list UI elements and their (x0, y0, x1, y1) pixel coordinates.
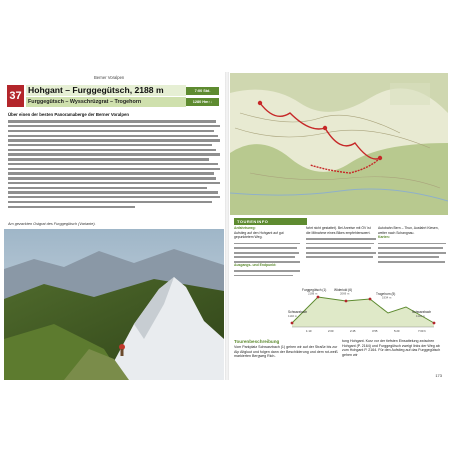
tour-title: Hohgant – Furggegütsch, 2188 m (26, 85, 186, 96)
tour-subtitle: Furggegütsch – Wysschrüzgrat – Trogehorn (26, 97, 186, 107)
ascent-badge: 1280 Hm↑↓ (186, 98, 219, 106)
profile-label-5: Schwarzbach (412, 310, 432, 314)
profile-elev-2: 2069 m (340, 291, 350, 296)
topographic-map (230, 73, 448, 215)
info-column-a-text: Aufstieg auf den Hohgant auf gut gepunktetem Weg. (234, 230, 284, 240)
body-text-block (8, 118, 220, 228)
page-gutter (225, 72, 229, 380)
info-column-a (234, 226, 300, 276)
tour-info-heading: TOURENINFO (234, 218, 307, 225)
profile-elev-5: 1140 m (416, 314, 426, 318)
profile-tick-4: 3:55 (372, 329, 378, 333)
approach-label: Anfahrtsweg: (234, 226, 256, 230)
duration-badge: 7:00 Std. (186, 87, 219, 95)
profile-label-3: Trogehorn (5) (376, 292, 396, 296)
profile-tick-6: 7:00 h (418, 329, 426, 333)
tour-number: 37 (7, 85, 24, 107)
maps-label: Karten: (378, 235, 390, 240)
left-page (4, 72, 224, 380)
start-label: Ausgangs- und Endpunkt: (234, 262, 277, 267)
profile-tick-5: 5:20 (394, 329, 400, 333)
right-page (230, 72, 448, 380)
profile-label-1: Furggegütsch (1) (302, 288, 327, 292)
mountain-photo (4, 229, 224, 380)
running-head-left: Berner Voralpen (94, 75, 125, 80)
elevation-profile (288, 283, 438, 335)
info-column-c (378, 226, 446, 263)
info-column-c-text: Autobahn Bern – Thun, Ausfahrt Kiesen, weiter nach Schangnau. (378, 226, 439, 235)
route-description-text-continued: tung Hohgant. Kurz vor der tiefsten Einsattelung zwischen Hohgant (P. 2164) und Furggegütsch zweigt links der Weg ab zum Hohgant P. 2164. Für den Aufstieg auf das Furggegütsch gehen wir (342, 339, 441, 358)
page-number: 173 (435, 373, 442, 378)
profile-label-2: Wideriold (6) (334, 288, 353, 292)
profile-label-4: Schwarzbach (288, 310, 308, 314)
profile-tick-3: 2:45 (350, 329, 356, 333)
photo-caption: Am gezackten Ostgrat des Furggegütsch (Variante). (8, 222, 96, 226)
route-description-text: Vom Parkplatz Schwarzbach (1) gehen wir auf der Straße bis zur Alp Altgluut und folgen dann der Beschilderung und dem rot-weiß markierten Bergweg Rich- (234, 345, 338, 359)
info-column-b (306, 226, 376, 258)
profile-tick-1: 1:10 (306, 329, 312, 333)
profile-tick-2: 2:00 (328, 329, 334, 333)
lead-paragraph: Über einen der besten Panoramaberge der Berner Voralpen (8, 112, 129, 117)
profile-elev-3: 1934 m (382, 295, 392, 300)
info-column-b-text: fahrt nicht gestattet). Bei Anreise mit ÖV ist die Mitnahme eines Bikes empfehlenswert. (306, 226, 371, 235)
route-description-heading: Tourenbeschreibung (234, 339, 280, 344)
profile-elev-1: 2188 m (308, 291, 318, 296)
profile-elev-4: 1140 m (288, 314, 298, 318)
